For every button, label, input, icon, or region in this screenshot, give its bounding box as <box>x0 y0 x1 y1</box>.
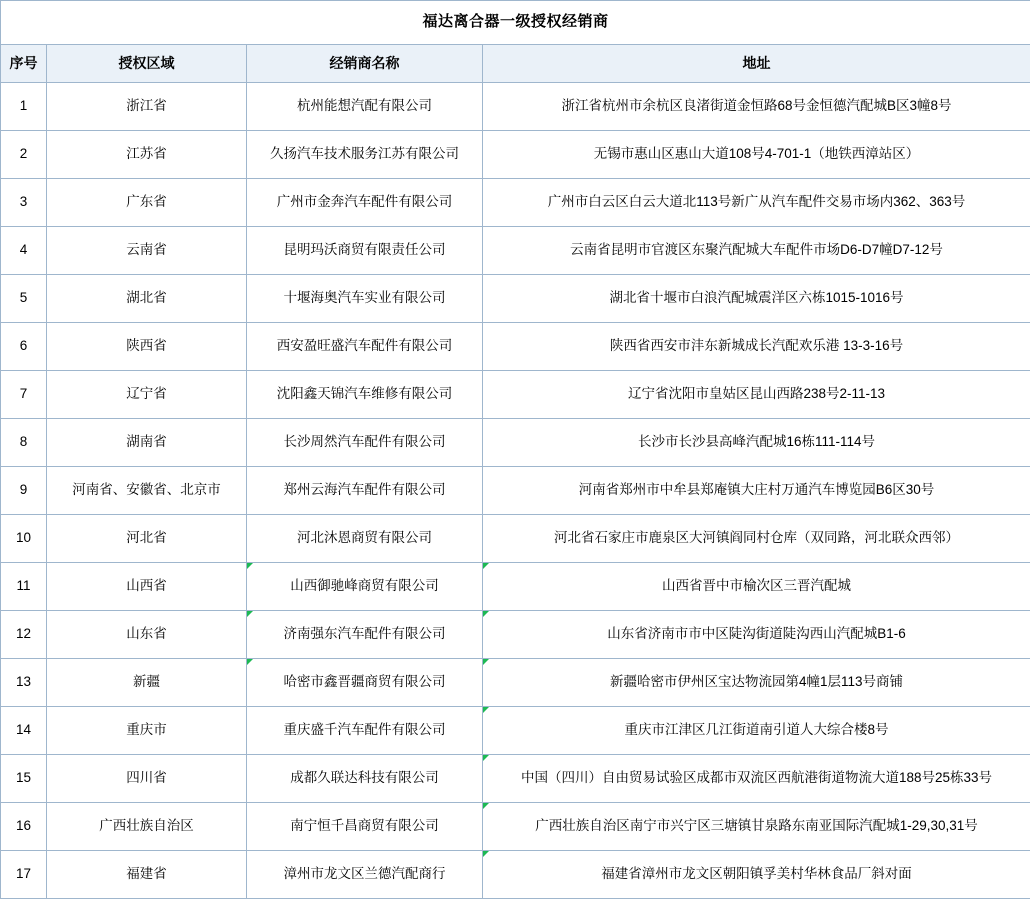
cell-no: 3 <box>1 179 47 227</box>
cell-area: 湖南省 <box>47 419 247 467</box>
table-body <box>1 1 1030 899</box>
cell-dealer-name: 山西御驰峰商贸有限公司 <box>247 563 483 611</box>
column-header-no: 序号 <box>1 45 47 83</box>
cell-dealer-name: 杭州能想汽配有限公司 <box>247 83 483 131</box>
cell-no: 17 <box>1 851 47 899</box>
table-row <box>1 515 1030 563</box>
cell-no: 15 <box>1 755 47 803</box>
cell-dealer-name: 南宁恒千昌商贸有限公司 <box>247 803 483 851</box>
cell-area: 浙江省 <box>47 83 247 131</box>
cell-address: 广西壮族自治区南宁市兴宁区三塘镇甘泉路东南亚国际汽配城1-29,30,31号 <box>483 803 1030 851</box>
cell-address: 福建省漳州市龙文区朝阳镇孚美村华林食品厂斜对面 <box>483 851 1030 899</box>
cell-no: 14 <box>1 707 47 755</box>
cell-address: 辽宁省沈阳市皇姑区昆山西路238号2-11-13 <box>483 371 1030 419</box>
cell-area: 新疆 <box>47 659 247 707</box>
table-title-row <box>1 1 1030 45</box>
cell-area: 重庆市 <box>47 707 247 755</box>
cell-area: 四川省 <box>47 755 247 803</box>
column-header-area: 授权区域 <box>47 45 247 83</box>
cell-dealer-name: 济南强东汽车配件有限公司 <box>247 611 483 659</box>
cell-no: 10 <box>1 515 47 563</box>
cell-area: 湖北省 <box>47 275 247 323</box>
cell-no: 16 <box>1 803 47 851</box>
cell-no: 12 <box>1 611 47 659</box>
cell-address: 湖北省十堰市白浪汽配城震洋区六栋1015-1016号 <box>483 275 1030 323</box>
cell-dealer-name: 长沙周然汽车配件有限公司 <box>247 419 483 467</box>
cell-dealer-name: 十堰海奥汽车实业有限公司 <box>247 275 483 323</box>
cell-area: 河南省、安徽省、北京市 <box>47 467 247 515</box>
page-title: 福达离合器一级授权经销商 <box>1 1 1030 45</box>
table-row <box>1 419 1030 467</box>
cell-no: 8 <box>1 419 47 467</box>
cell-dealer-name: 久扬汽车技术服务江苏有限公司 <box>247 131 483 179</box>
cell-dealer-name: 成都久联达科技有限公司 <box>247 755 483 803</box>
cell-no: 5 <box>1 275 47 323</box>
cell-address: 浙江省杭州市余杭区良渚街道金恒路68号金恒德汽配城B区3幢8号 <box>483 83 1030 131</box>
cell-area: 山东省 <box>47 611 247 659</box>
table-header-row <box>1 45 1030 83</box>
cell-area: 辽宁省 <box>47 371 247 419</box>
cell-address: 山东省济南市市中区陡沟街道陡沟西山汽配城B1-6 <box>483 611 1030 659</box>
table-row <box>1 83 1030 131</box>
cell-address: 重庆市江津区几江街道南引道人大综合楼8号 <box>483 707 1030 755</box>
table-row <box>1 131 1030 179</box>
cell-dealer-name: 沈阳鑫天锦汽车维修有限公司 <box>247 371 483 419</box>
cell-no: 13 <box>1 659 47 707</box>
cell-dealer-name: 河北沐恩商贸有限公司 <box>247 515 483 563</box>
table-row <box>1 371 1030 419</box>
cell-area: 广西壮族自治区 <box>47 803 247 851</box>
cell-no: 6 <box>1 323 47 371</box>
cell-area: 广东省 <box>47 179 247 227</box>
cell-area: 福建省 <box>47 851 247 899</box>
cell-dealer-name: 昆明玛沃商贸有限责任公司 <box>247 227 483 275</box>
cell-no: 1 <box>1 83 47 131</box>
cell-dealer-name: 广州市金奔汽车配件有限公司 <box>247 179 483 227</box>
cell-area: 陕西省 <box>47 323 247 371</box>
cell-dealer-name: 漳州市龙文区兰德汽配商行 <box>247 851 483 899</box>
cell-address: 新疆哈密市伊州区宝达物流园第4幢1层113号商铺 <box>483 659 1030 707</box>
cell-address: 陕西省西安市沣东新城成长汽配欢乐港 13-3-16号 <box>483 323 1030 371</box>
table-row <box>1 179 1030 227</box>
table-row <box>1 803 1030 851</box>
table-row <box>1 851 1030 899</box>
cell-area: 云南省 <box>47 227 247 275</box>
table-row <box>1 659 1030 707</box>
column-header-address: 地址 <box>483 45 1030 83</box>
table-row <box>1 563 1030 611</box>
table-row <box>1 707 1030 755</box>
cell-no: 9 <box>1 467 47 515</box>
cell-address: 长沙市长沙县高峰汽配城16栋111-114号 <box>483 419 1030 467</box>
column-header-dealer-name: 经销商名称 <box>247 45 483 83</box>
cell-address: 云南省昆明市官渡区东聚汽配城大车配件市场D6-D7幢D7-12号 <box>483 227 1030 275</box>
table-row <box>1 323 1030 371</box>
cell-area: 河北省 <box>47 515 247 563</box>
cell-area: 江苏省 <box>47 131 247 179</box>
table-row <box>1 227 1030 275</box>
table-row <box>1 755 1030 803</box>
cell-address: 广州市白云区白云大道北113号新广从汽车配件交易市场内362、363号 <box>483 179 1030 227</box>
table-row <box>1 275 1030 323</box>
cell-dealer-name: 哈密市鑫晋疆商贸有限公司 <box>247 659 483 707</box>
cell-address: 河南省郑州市中牟县郑庵镇大庄村万通汽车博览园B6区30号 <box>483 467 1030 515</box>
table-row <box>1 611 1030 659</box>
cell-address: 河北省石家庄市鹿泉区大河镇阎同村仓库（双同路，河北联众西邻） <box>483 515 1030 563</box>
cell-dealer-name: 重庆盛千汽车配件有限公司 <box>247 707 483 755</box>
cell-dealer-name: 西安盈旺盛汽车配件有限公司 <box>247 323 483 371</box>
table-row <box>1 467 1030 515</box>
cell-address: 山西省晋中市榆次区三晋汽配城 <box>483 563 1030 611</box>
cell-address: 中国（四川）自由贸易试验区成都市双流区西航港街道物流大道188号25栋33号 <box>483 755 1030 803</box>
cell-address: 无锡市惠山区惠山大道108号4-701-1（地铁西漳站区） <box>483 131 1030 179</box>
cell-no: 7 <box>1 371 47 419</box>
cell-no: 11 <box>1 563 47 611</box>
cell-dealer-name: 郑州云海汽车配件有限公司 <box>247 467 483 515</box>
cell-area: 山西省 <box>47 563 247 611</box>
cell-no: 2 <box>1 131 47 179</box>
cell-no: 4 <box>1 227 47 275</box>
